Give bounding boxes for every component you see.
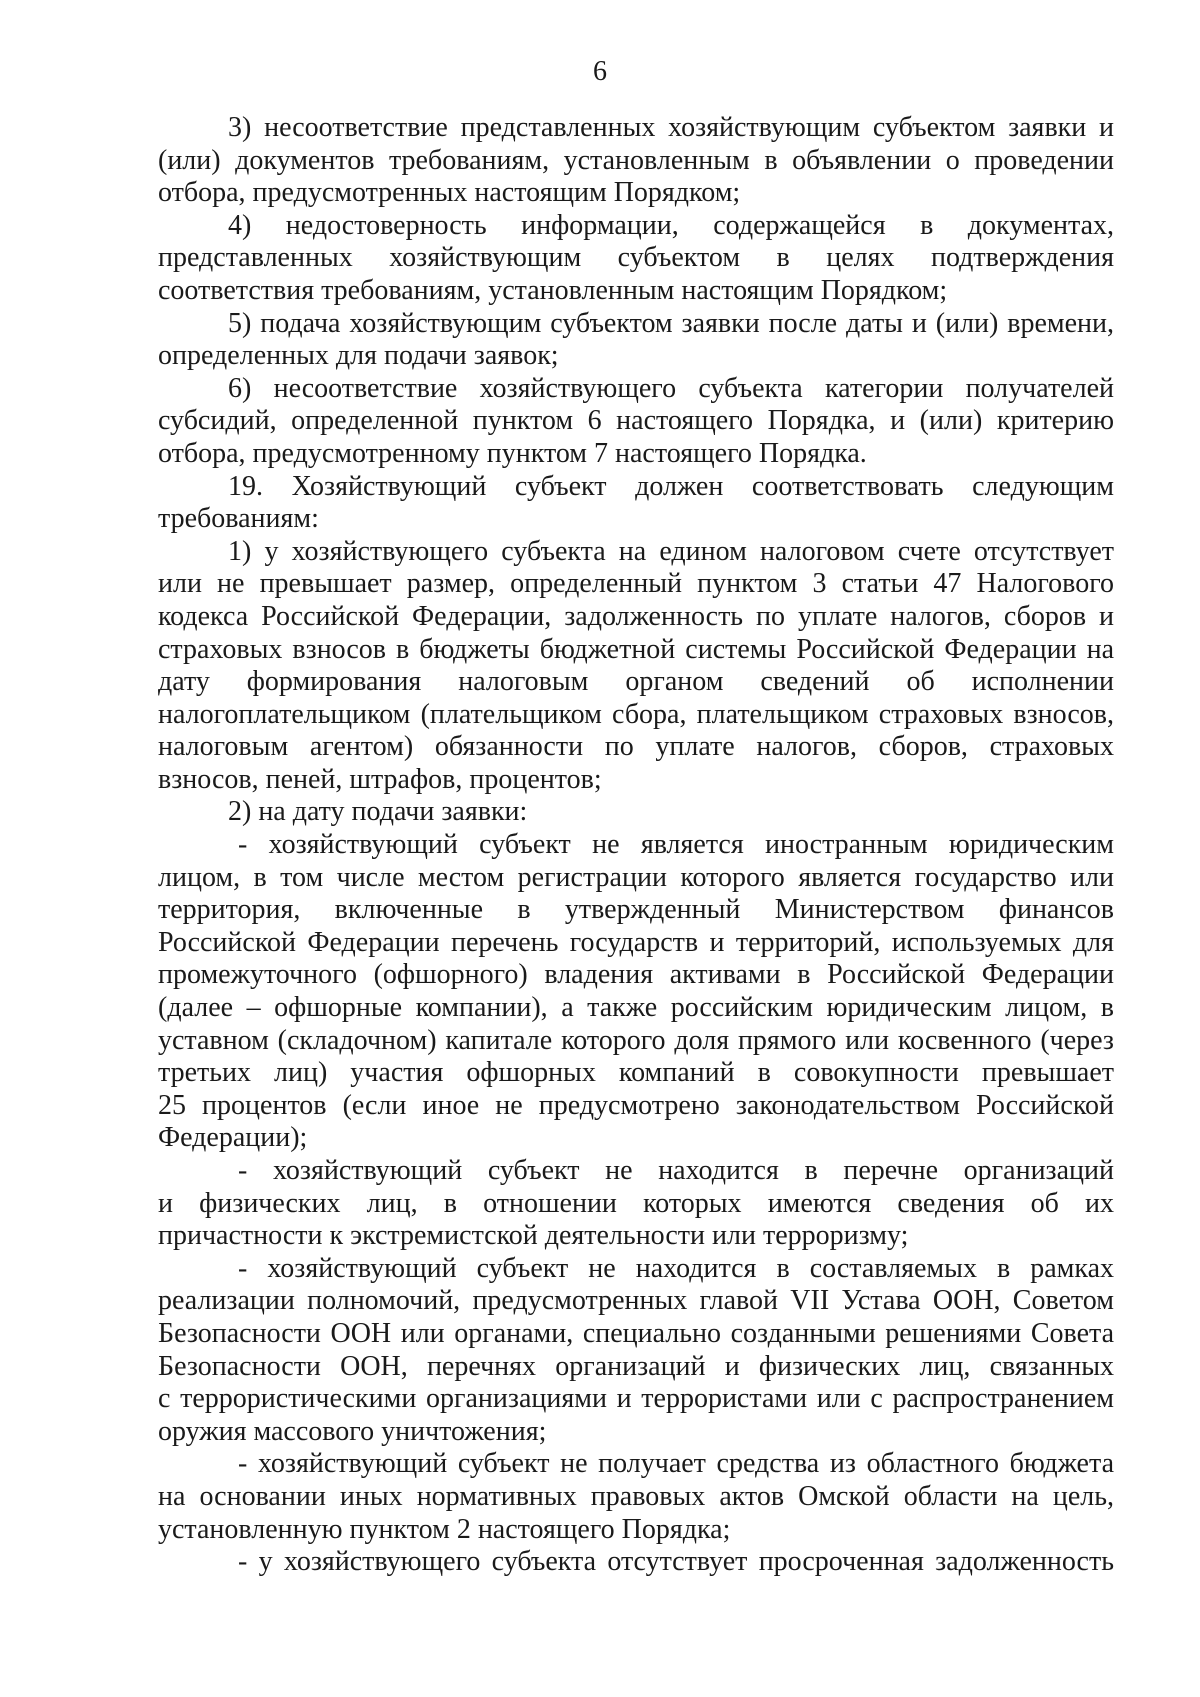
text-line: - хозяйствующий субъект не находится в составляемых в рамках [238,1252,1114,1284]
text-line: (или) документов требованиям, установленным в объявлении о проведении [158,144,1114,176]
text-line: взносов, пеней, штрафов, процентов; [158,763,602,795]
text-line: Безопасности ООН или органами, специально созданными решениями Совета [158,1317,1114,1349]
text-line: или не превышает размер, определенный пунктом 3 статьи 47 Налогового [158,568,1114,600]
text-line: налоговым агентом) обязанности по уплате налогов, сборов, страховых [158,731,1114,763]
text-line: 5) подача хозяйствующим субъектом заявки после даты и (или) времени, [228,307,1114,339]
text-line: Федерации); [158,1122,308,1154]
text-line: Безопасности ООН, перечнях организаций и физических лиц, связанных [158,1350,1114,1382]
text-line: 3) несоответствие представленных хозяйствующим субъектом заявки и [228,112,1114,143]
text-line: Российской Федерации перечень государств и территорий, используемых для [158,926,1114,958]
text-line: - хозяйствующий субъект не находится в перечне организаций [238,1155,1114,1186]
text-line: страховых взносов в бюджеты бюджетной системы Российской Федерации на [158,633,1114,665]
text-line: лицом, в том числе местом регистрации которого является государство или [158,861,1114,893]
text-line: - у хозяйствующего субъекта отсутствует просроченная задолженность [238,1546,1114,1578]
text-line: - хозяйствующий субъект не получает средства из областного бюджета [238,1448,1114,1480]
text-line: определенных для подачи заявок; [158,340,559,372]
text-line: отбора, предусмотренных настоящим Порядком; [158,177,741,209]
text-line: (далее – офшорные компании), а также российским юридическим лицом, в [158,992,1114,1024]
text-line: субсидий, определенной пунктом 6 настоящего Порядка, и (или) критерию [158,405,1114,437]
text-line: 2) на дату подачи заявки: [228,796,528,828]
text-line: 25 процентов (если иное не предусмотрено законодательством Российской [158,1089,1114,1121]
text-line: уставном (складочном) капитале которого доля прямого или косвенного (через [158,1024,1114,1056]
text-line: оружия массового уничтожения; [158,1415,547,1447]
text-line: 6) несоответствие хозяйствующего субъекта категории получателей [228,372,1114,404]
text-line: - хозяйствующий субъект не является иностранным юридическим [238,829,1114,861]
text-line: и физических лиц, в отношении которых имеются сведения об их [158,1187,1114,1219]
text-line: отбора, предусмотренному пунктом 7 настоящего Порядка. [158,437,867,469]
text-line: налогоплательщиком (плательщиком сбора, плательщиком страховых взносов, [158,698,1114,730]
text-line: промежуточного (офшорного) владения активами в Российской Федерации [158,959,1114,991]
text-line: требованиям: [158,503,319,535]
text-line: соответствия требованиям, установленным настоящим Порядком; [158,274,948,306]
text-line: реализации полномочий, предусмотренных главой VII Устава ООН, Советом [158,1285,1114,1317]
page-number: 6 [593,56,607,87]
text-line: территория, включенные в утвержденный Министерством финансов [158,894,1114,926]
text-line: 4) недостоверность информации, содержащейся в документах, [228,209,1114,241]
text-line: с террористическими организациями и террористами или с распространением [158,1383,1114,1415]
text-line: причастности к экстремистской деятельности или терроризму; [158,1220,909,1252]
text-line: третьих лиц) участия офшорных компаний в совокупности превышает [158,1057,1114,1089]
text-line: дату формирования налоговым органом сведений об исполнении [158,666,1114,698]
document-body [158,112,1114,1579]
text-line: 1) у хозяйствующего субъекта на едином налоговом счете отсутствует [228,535,1114,567]
text-line: на основании иных нормативных правовых актов Омской области на цель, [158,1480,1114,1512]
text-line: представленных хозяйствующим субъектом в целях подтверждения [158,242,1114,274]
text-line: 19. Хозяйствующий субъект должен соответствовать следующим [228,470,1114,502]
text-line: установленную пунктом 2 настоящего Порядка; [158,1513,731,1545]
text-line: кодекса Российской Федерации, задолженность по уплате налогов, сборов и [158,600,1114,632]
